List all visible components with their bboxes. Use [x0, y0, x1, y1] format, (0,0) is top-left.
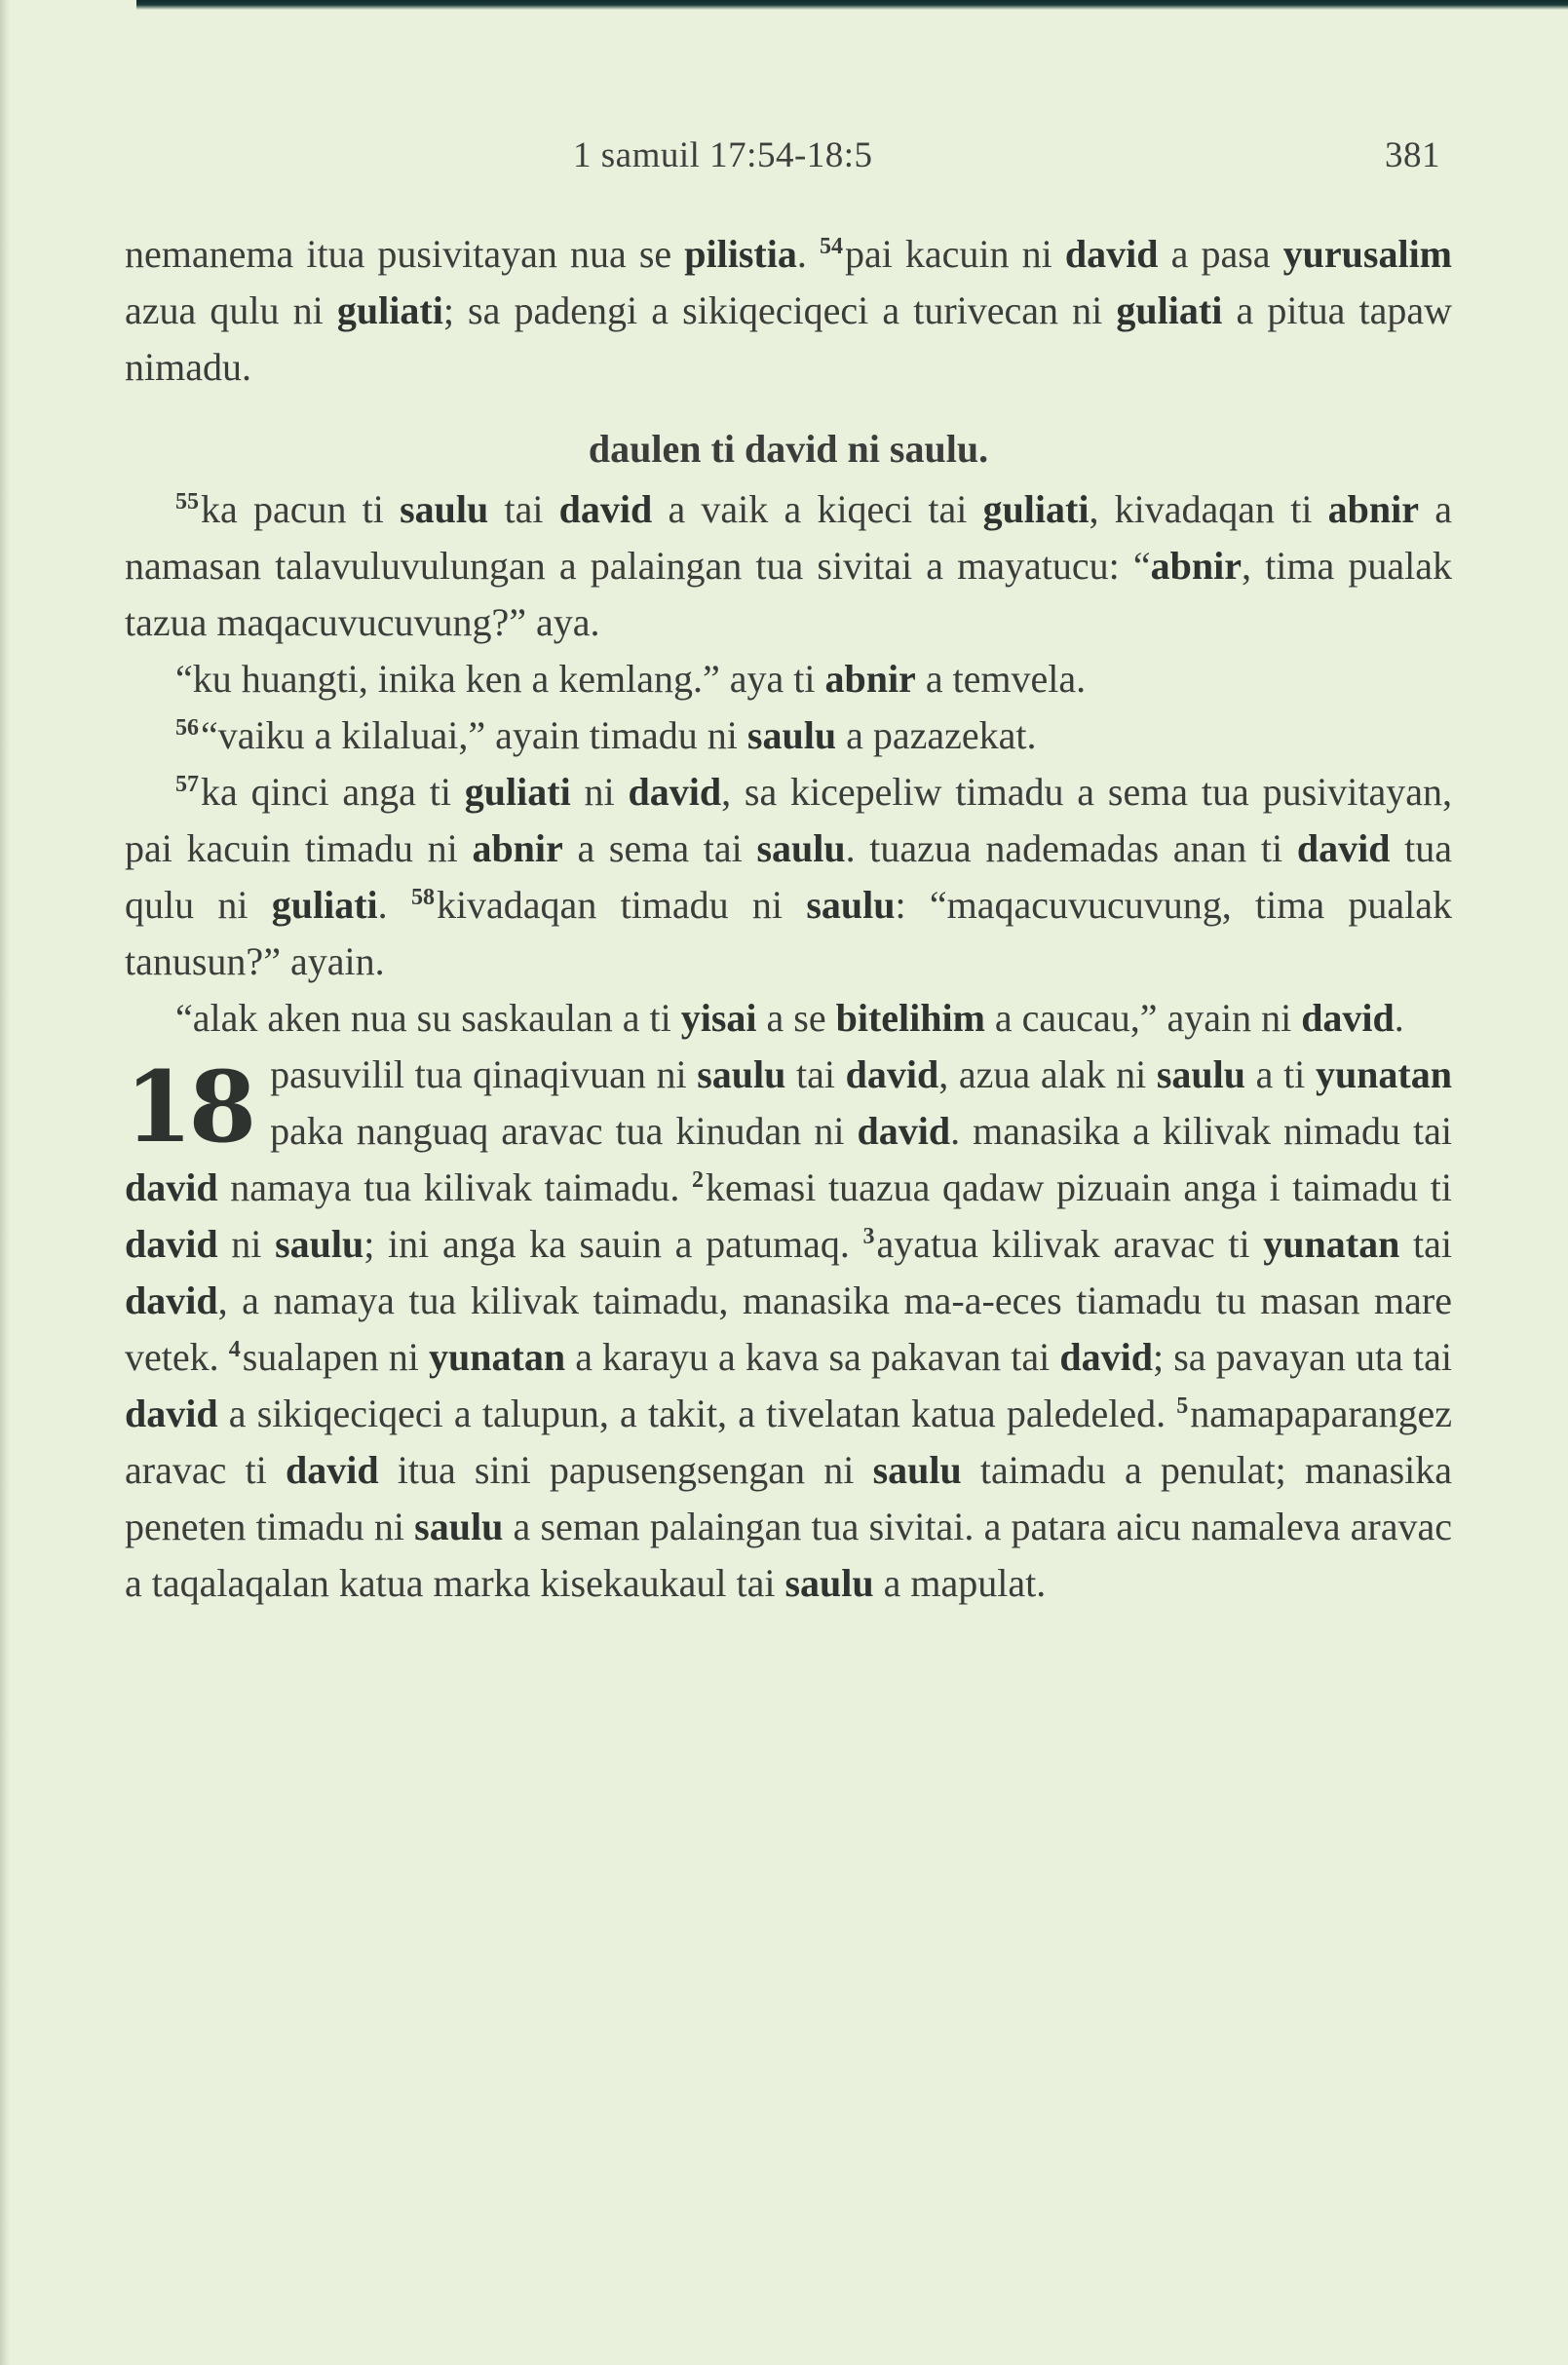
text-run: ni — [217, 1222, 276, 1266]
text-run: ; ini anga ka sauin a patumaq. — [363, 1222, 863, 1266]
proper-noun: david — [125, 1222, 218, 1266]
text-run: ; sa pavayan uta tai — [1153, 1335, 1452, 1379]
verse-number: 5 — [1176, 1393, 1189, 1419]
text-run: a temvela. — [915, 657, 1087, 701]
text-run: . tuazua nademadas anan ti — [845, 826, 1297, 870]
proper-noun: guliati — [982, 487, 1090, 531]
text-run: a karayu a kava sa pakavan tai — [565, 1335, 1060, 1379]
proper-noun: saulu — [756, 826, 846, 870]
proper-noun: saulu — [697, 1052, 786, 1096]
text-run: tai — [488, 487, 559, 531]
page-gutter-edge — [0, 0, 10, 2365]
text-run: kivadaqan timadu ni — [436, 883, 807, 927]
text-run: a pasa — [1158, 232, 1283, 276]
proper-noun: david — [857, 1109, 951, 1153]
proper-noun: yisai — [680, 996, 757, 1040]
text-run: a se — [756, 996, 836, 1040]
text-run: pai kacuin ni — [844, 232, 1065, 276]
text-run: ni — [570, 770, 629, 814]
verse-number: 55 — [175, 489, 199, 515]
text-run: , kivadaqan ti — [1089, 487, 1328, 531]
text-run: a ti — [1245, 1052, 1316, 1096]
verse-number: 58 — [410, 885, 435, 910]
proper-noun: yunatan — [1315, 1052, 1452, 1096]
proper-noun: david — [125, 1392, 218, 1435]
text-run: azua qulu ni — [125, 288, 337, 332]
verse-number: 54 — [819, 234, 843, 259]
verse-number: 4 — [228, 1337, 241, 1362]
text-run: nemanema itua pusivitayan nua se — [125, 232, 685, 276]
proper-noun: bitelihim — [835, 996, 985, 1040]
proper-noun: saulu — [784, 1561, 874, 1605]
text-run: , tima pualak tazua maqacuvucuvung?” aya. — [125, 544, 1452, 644]
proper-noun: saulu — [414, 1505, 504, 1548]
text-run: a mapulat. — [873, 1561, 1047, 1605]
proper-noun: david — [1059, 1335, 1153, 1379]
proper-noun: abnir — [824, 657, 916, 701]
verse-number: 57 — [175, 772, 199, 797]
text-run: ka pacun ti — [201, 487, 401, 531]
text-run: namapaparangez aravac ti — [125, 1392, 1452, 1492]
proper-noun: david — [125, 1165, 218, 1209]
proper-noun: abnir — [472, 826, 563, 870]
proper-noun: abnir — [1150, 544, 1243, 588]
chapter-opening-paragraph — [125, 1047, 1452, 1612]
proper-noun: saulu — [872, 1448, 962, 1492]
text-run: a namasan talavuluvulungan a palaingan tua sivitai a mayatucu: “ — [125, 487, 1452, 588]
proper-noun: abnir — [1327, 487, 1420, 531]
text-run: sualapen ni — [242, 1335, 430, 1379]
paragraph — [125, 481, 1452, 651]
proper-noun: david — [125, 1278, 218, 1322]
proper-noun: david — [1064, 232, 1159, 276]
proper-noun: david — [285, 1448, 379, 1492]
text-run: a sema tai — [562, 826, 757, 870]
text-run: . — [377, 883, 411, 927]
proper-noun: guliati — [271, 883, 378, 927]
proper-noun: guliati — [336, 288, 443, 332]
text-run: “ku huangti, inika ken a kemlang.” aya ti — [175, 657, 825, 701]
proper-noun: saulu — [746, 713, 837, 757]
proper-noun: guliati — [1116, 288, 1223, 332]
text-run: tai — [785, 1052, 846, 1096]
text-run: ka qinci anga ti — [201, 770, 465, 814]
proper-noun: yunatan — [429, 1335, 566, 1379]
proper-noun: pilistia — [684, 232, 797, 276]
text-run: itua sini papusengsengan ni — [378, 1448, 873, 1492]
text-run: a sikiqeciqeci a talupun, a takit, a tivelatan katua paledeled. — [217, 1392, 1177, 1435]
text-run: . — [796, 232, 820, 276]
text-run: tai — [1399, 1222, 1452, 1266]
text-run: paka nanguaq aravac tua kinudan ni — [270, 1109, 858, 1153]
proper-noun: david — [558, 487, 653, 531]
paragraph — [125, 226, 1452, 396]
text-run: kemasi tuazua qadaw pizuain anga i taimadu ti — [706, 1165, 1453, 1209]
text-run: . — [1394, 996, 1404, 1040]
text-run: namaya tua kilivak taimadu. — [217, 1165, 693, 1209]
text-run: a seman palaingan tua sivitai. a patara aicu namaleva aravac a taqalaqalan katua marka kisekaukaul tai — [125, 1505, 1452, 1605]
text-run: . manasika a kilivak nimadu tai — [950, 1109, 1452, 1153]
text-run: tua qulu ni — [125, 826, 1453, 927]
proper-noun: yunatan — [1263, 1222, 1400, 1266]
page-top-shadow — [136, 0, 1568, 10]
proper-noun: guliati — [464, 770, 571, 814]
chapter-verse-reference: 1 samuil 17:54-18:5 — [573, 135, 873, 175]
text-run: a vaik a kiqeci tai — [652, 487, 983, 531]
proper-noun: david — [845, 1052, 939, 1096]
proper-noun: saulu — [275, 1222, 364, 1266]
text-run: : “maqacuvucuvung, tima pualak tanusun?” ayain. — [125, 883, 1452, 983]
text-run: “vaiku a kilaluai,” ayain timadu ni — [201, 713, 747, 757]
paragraph — [125, 707, 1452, 764]
text-run: , azua alak ni — [938, 1052, 1157, 1096]
text-run: ; sa padengi a sikiqeciqeci a turivecan ni — [442, 288, 1117, 332]
chapter-number: 18 — [125, 1049, 253, 1164]
paragraph — [125, 990, 1452, 1047]
text-run: a pitua tapaw nimadu. — [125, 288, 1452, 389]
verse-number: 2 — [692, 1167, 705, 1193]
verse-number: 56 — [175, 715, 199, 741]
proper-noun: saulu — [400, 487, 489, 531]
paragraph — [125, 651, 1452, 707]
proper-noun: david — [1301, 996, 1395, 1040]
text-run: pasuvilil tua qinaqivuan ni — [270, 1052, 698, 1096]
proper-noun: saulu — [806, 883, 896, 927]
text-run: , sa kicepeliw timadu a sema tua pusivitayan, pai kacuin timadu ni — [125, 770, 1452, 870]
proper-noun: yurusalim — [1282, 232, 1452, 276]
proper-noun: saulu — [1156, 1052, 1246, 1096]
text-run: ayatua kilivak aravac ti — [876, 1222, 1264, 1266]
page-number: 381 — [1385, 135, 1440, 175]
text-run: taimadu a penulat; manasika peneten timadu ni — [125, 1448, 1452, 1548]
text-run: a pazazekat. — [836, 713, 1037, 757]
text-run: “alak aken nua su saskaulan a ti — [175, 996, 681, 1040]
text-run: , a namaya tua kilivak taimadu, manasika ma-a-eces tiamadu tu masan mare vetek. — [125, 1278, 1452, 1379]
verse-number: 3 — [862, 1224, 875, 1249]
paragraph — [125, 764, 1452, 990]
text-run: a caucau,” ayain ni — [984, 996, 1302, 1040]
section-heading: daulen ti david ni saulu. — [588, 427, 989, 471]
body-text — [125, 226, 1452, 1612]
proper-noun: david — [1296, 826, 1391, 870]
proper-noun: david — [628, 770, 722, 814]
